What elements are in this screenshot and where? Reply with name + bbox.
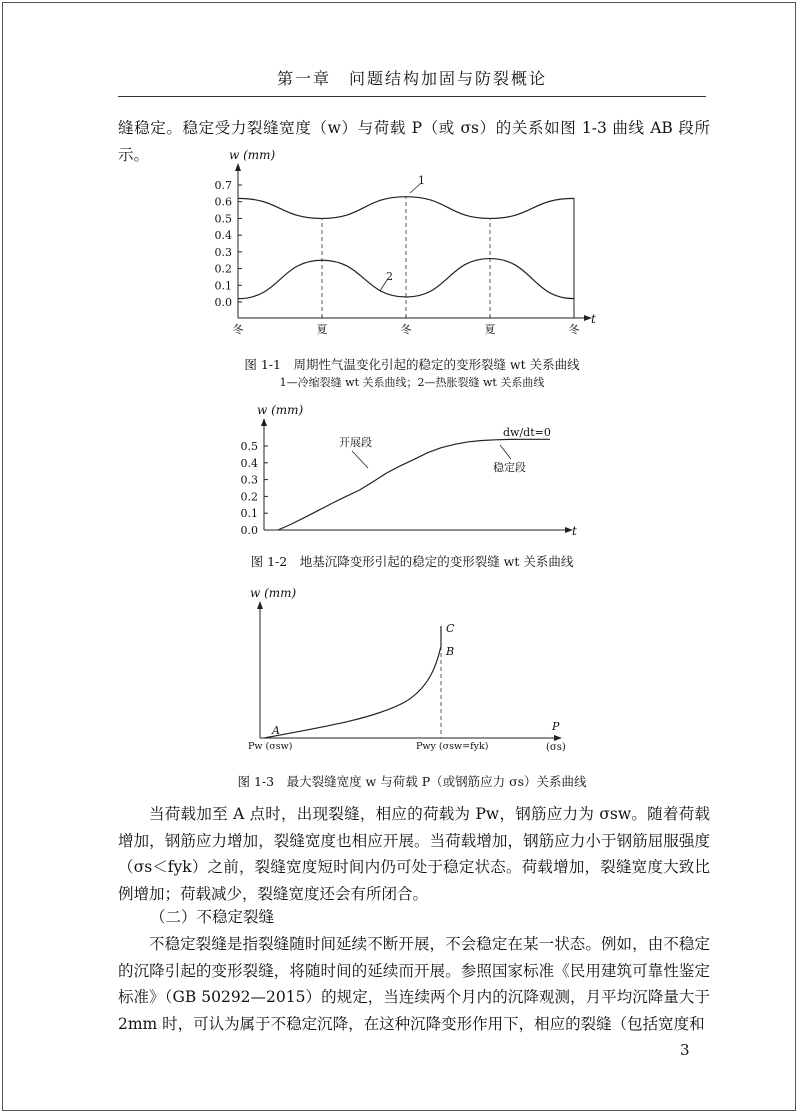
page-number: 3 <box>680 1041 690 1059</box>
fig1-x-tick-label: 冬 <box>232 323 244 336</box>
fig1-y-tick-label: 0.6 <box>214 195 232 209</box>
fig1-x-tick-label: 夏 <box>484 323 496 336</box>
figure-1-2 <box>241 403 578 538</box>
fig2-xlabel: t <box>572 524 577 538</box>
fig3-label-pwy: Pwy (σsw=fyk) <box>416 741 489 752</box>
fig2-y-tick-label: 0.5 <box>240 440 258 453</box>
fig1-y-tick-label: 0.1 <box>214 279 232 293</box>
fig3-y-arrow <box>257 601 263 609</box>
fig1-y-tick-label: 0.0 <box>214 296 232 309</box>
figure-1-3 <box>248 586 566 753</box>
fig1-ylabel: w (mm) <box>229 148 276 162</box>
fig3-x-arrow <box>554 735 562 741</box>
fig2-y-tick-label: 0.1 <box>240 507 258 521</box>
fig1-y-tick-label: 0.4 <box>214 229 232 243</box>
figure-1-1-caption: 图 1-1 周期性气温变化引起的稳定的变形裂缝 wt 关系曲线 <box>244 357 580 372</box>
fig1-xlabel: t <box>591 312 596 326</box>
figure-1-3-caption: 图 1-3 最大裂缝宽度 w 与荷载 P（或钢筋应力 σs）关系曲线 <box>237 774 587 789</box>
fig1-y-tick-label: 0.3 <box>214 245 232 259</box>
fig1-curve-label-2: 2 <box>386 270 393 283</box>
figure-1-2-caption: 图 1-2 地基沉降变形引起的稳定的变形裂缝 wt 关系曲线 <box>250 554 574 569</box>
body-paragraph-2: 不稳定裂缝是指裂缝随时间延续不断开展，不会稳定在某一状态。例如，由不稳定的沉降引起的变形裂缝，将随时间的延续而开展。参照国家标准《民用建筑可靠性鉴定标准》（GB 50292—2015）的规定，当连续两个月内的沉降观测，月平均沉降量大于 2mm 时，可认为属于不稳定沉降，在这种沉降变形作用下，相应的裂缝（包括宽度和 <box>118 935 710 1033</box>
fig2-ylabel: w (mm) <box>257 403 304 417</box>
figure-1-1 <box>215 148 597 336</box>
fig3-curve-ab <box>264 646 441 738</box>
fig2-leader-development <box>352 451 368 468</box>
figure-1-1-subcaption: 1—冷缩裂缝 wt 关系曲线；2—热胀裂缝 wt 关系曲线 <box>279 376 545 389</box>
fig3-ylabel: w (mm) <box>250 586 297 600</box>
fig3-point-b: B <box>446 645 455 658</box>
fig2-stable-label: 稳定段 <box>493 461 526 474</box>
fig1-curve-1 <box>238 197 574 219</box>
fig1-y-tick-label: 0.2 <box>214 262 232 276</box>
fig3-point-c: C <box>446 622 455 635</box>
fig1-curve-label-1: 1 <box>418 174 425 187</box>
fig2-derivative-label: dw/dt=0 <box>503 426 551 439</box>
fig3-label-pw: Pw (σsw) <box>248 741 293 752</box>
intro-paragraph: 缝稳定。稳定受力裂缝宽度（w）与荷载 P（或 σs）的关系如图 1-3 曲线 AB 段所示。 <box>118 119 710 164</box>
fig2-y-tick-label: 0.4 <box>240 456 258 470</box>
fig1-x-tick-label: 冬 <box>568 323 580 336</box>
fig3-point-a: A <box>272 724 280 737</box>
fig2-y-tick-label: 0.2 <box>240 490 258 504</box>
fig3-xlabel-s: (σs) <box>546 742 566 753</box>
fig2-y-tick-label: 0.0 <box>240 524 258 537</box>
fig1-y-tick-label: 0.7 <box>214 179 232 192</box>
fig2-y-arrow <box>261 418 267 426</box>
fig1-y-tick-label: 0.5 <box>214 212 232 226</box>
fig2-development-label: 开展段 <box>339 436 372 449</box>
fig1-curve-2 <box>238 259 574 299</box>
body-paragraph-1: 当荷载加至 A 点时，出现裂缝，相应的荷载为 Pw，钢筋应力为 σsw。随着荷载增加，钢筋应力增加，裂缝宽度也相应开展。当荷载增加，钢筋应力小于钢筋屈服强度（σs＜fyk）之前，裂缝宽度短时间内仍可处于稳定状态。荷载增加，裂缝宽度大致比例增加；荷载减少，裂缝宽度还会有所闭合。 <box>118 805 710 903</box>
running-header: 第一章 问题结构加固与防裂概论 <box>276 69 547 88</box>
section-heading: （二）不稳定裂缝 <box>150 908 275 926</box>
fig1-y-arrow <box>235 163 241 171</box>
fig3-xlabel-p: P <box>552 720 560 733</box>
fig2-leader-stable <box>500 445 511 459</box>
fig2-y-tick-label: 0.3 <box>240 473 258 487</box>
fig1-x-tick-label: 冬 <box>400 323 412 336</box>
fig2-curve <box>278 439 550 530</box>
fig1-x-tick-label: 夏 <box>316 323 328 336</box>
